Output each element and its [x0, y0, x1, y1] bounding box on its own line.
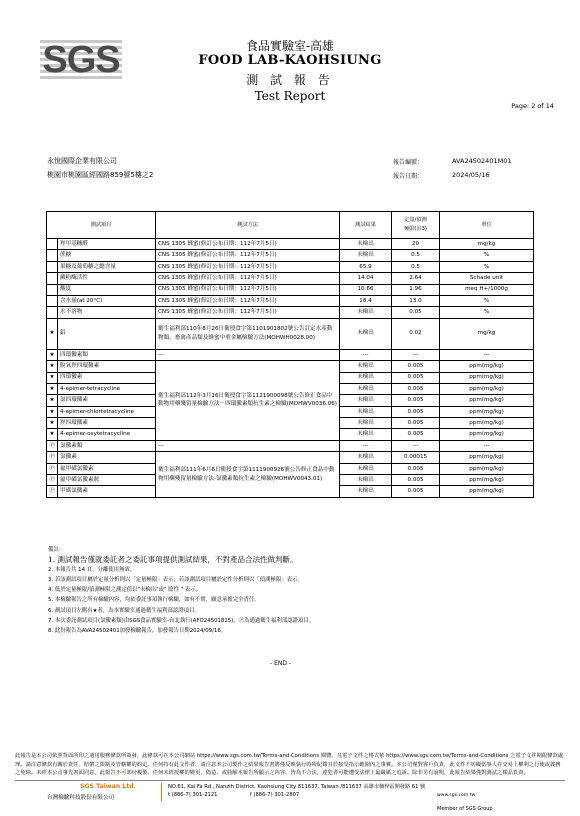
table-row	[47, 361, 534, 372]
row-result: 65.9	[340, 261, 392, 272]
report-title-cn: 測 試 報 告	[246, 73, 334, 87]
row-unit: %	[440, 307, 534, 318]
row-item: 四環黴素類	[58, 349, 156, 360]
footer-divider	[15, 780, 565, 781]
report-date-label: 報告日期：	[393, 173, 424, 180]
table-row	[47, 250, 534, 261]
notes-section	[48, 545, 548, 636]
row-limit: 0.005	[392, 395, 440, 406]
row-unit: ppm(mg/kg)	[440, 463, 534, 474]
row-unit: ppm(mg/kg)	[440, 361, 534, 372]
row-limit: 0.005	[392, 383, 440, 394]
note-item: 2. 本報告共 14 頁，分離使用無效。	[48, 567, 136, 574]
footer-separator	[161, 783, 162, 801]
row-unit: meq H+/1000g	[440, 284, 534, 295]
report-no-value: AVA24502401M01	[452, 157, 512, 165]
row-method: ---	[156, 349, 340, 360]
header-limit: 定量/偵測 極限(註3)	[392, 212, 440, 239]
row-mark	[47, 273, 58, 284]
row-method: 衛生福利部111年6月6日衛授食字第1111900926號公告修正食品中動物用藥殘留量檢驗方法-氯黴素類抗生素之檢驗(MOHWV0043.01)	[156, 452, 340, 498]
row-item: 脫氧羥四環黴素	[58, 361, 156, 372]
row-method: CNS 1305 蜂蜜(修訂公布日期：112年7月5日)	[156, 295, 340, 306]
company-address: NO.61, Kai Fa Rd., Nanzih District, Kaohsiung City 811637, Taiwan /811637 高雄市楠梓區開發路 61 號	[168, 784, 426, 790]
row-result: 未檢出	[340, 475, 392, 486]
row-mark: Ⓟ	[47, 440, 58, 451]
row-unit: mg/kg	[440, 239, 534, 250]
row-item: 羥甲基糠醛	[58, 239, 156, 250]
header-result: 測試結果	[340, 212, 392, 239]
lab-title-cn: 食品實驗室-高雄	[245, 39, 335, 53]
row-result: 未檢出	[340, 307, 392, 318]
row-mark: Ⓟ	[47, 463, 58, 474]
row-item: 氯黴素	[58, 452, 156, 463]
page-number: Page: 2 of 14	[511, 102, 554, 110]
table-header-row	[47, 212, 534, 239]
row-unit: Schade unit	[440, 273, 534, 284]
row-mark	[47, 261, 58, 272]
row-method: CNS 1305 蜂蜜(修訂公布日期：112年7月5日)	[156, 273, 340, 284]
client-name: 永悅國際企業有限公司	[47, 157, 117, 165]
disclaimer-text: 此報告是本公司依照背面所印之通用服務條款所簽發，此條款可在本公司網站 https://www.sgs.com.tw/Terms-and-Conditions 閱覽，凡電子文件之格式依 https://www.sgs.com.tw/Terms-and-Conditions 之電子文件期限條款處理。請注意條款有關於責任、賠償之限制及管轄權的約定。任何持有此文件者，請注意本公司製作之結果報告書將僅反映執行時所紀錄且於接受指示範圍內之事實。本公司僅對客戶負責，此文件不妨礙當事人在交易上權利之行使或義務之免除。未經本公司事先書面同意，此報告不可部份複製。任何未經授權的變更、偽造、或曲解本報告所顯示之內容，皆為不合法，違犯者可能遭受法律上最嚴厲之追訴。除非另有說明，此報告結果僅對測試之樣品負責。	[15, 753, 564, 777]
row-result: 未檢出	[340, 463, 392, 474]
row-method: 衛生福利部112年3月16日衛授食字第1121900098號公告修正食品中動物用藥殘留量檢驗方法－四環黴素類抗生素之檢驗(MOHWV0036.06)	[156, 361, 340, 441]
table-row	[47, 261, 534, 272]
note-item: 1. 測試報告僅就委託者之委託事項提供測試結果，不對產品合法性做判斷。	[48, 555, 298, 565]
table-row	[47, 239, 534, 250]
row-limit: 0.02	[392, 318, 440, 349]
row-item: 澱粉酶活性	[58, 273, 156, 284]
row-item: 4-epimer-tetracycline	[58, 383, 156, 394]
row-mark: ★	[47, 361, 58, 372]
row-result: 未檢出	[340, 418, 392, 429]
row-unit: ppm(mg/kg)	[440, 452, 534, 463]
row-unit: ppm(mg/kg)	[440, 429, 534, 440]
results-table	[46, 211, 534, 498]
company-name-en: SGS Taiwan Ltd.	[80, 783, 136, 790]
note-item: 5. 本檢驗報告之所有檢驗內容，均依委託事項執行檢驗，如有不實，願意承擔完全責任。	[48, 597, 260, 604]
row-item: 果糖及葡萄糖之總含量	[58, 261, 156, 272]
row-result: 未檢出	[340, 361, 392, 372]
row-mark	[47, 250, 58, 261]
row-result: 未檢出	[340, 372, 392, 383]
row-unit: ---	[440, 440, 534, 451]
row-mark: ★	[47, 406, 58, 417]
row-item: 酸度	[58, 284, 156, 295]
row-limit: 0.005	[392, 418, 440, 429]
row-result: 未檢出	[340, 429, 392, 440]
row-result: 未檢出	[340, 250, 392, 261]
row-result: 未檢出	[340, 239, 392, 250]
row-mark	[47, 295, 58, 306]
table-row	[47, 440, 534, 451]
row-result: 未檢出	[340, 406, 392, 417]
row-unit: ppm(mg/kg)	[440, 372, 534, 383]
header-item: 測試項目	[47, 212, 156, 239]
row-limit: 0.5	[392, 250, 440, 261]
note-item: 7. 本次委託測試項目(氯黴素類)由SGS食品實驗室-台北執行(AFO24501825)，Ⓟ為通過衛生福利部認證項目。	[48, 617, 315, 624]
row-unit: ppm(mg/kg)	[440, 383, 534, 394]
row-mark: ★	[47, 372, 58, 383]
note-item: 4. 低於定量極限/偵測極限之測定值以"未檢出"或" 陰性 " 表示。	[48, 587, 202, 594]
header-method: 測試方法	[156, 212, 340, 239]
row-unit: %	[440, 250, 534, 261]
row-item: 羥四環黴素	[58, 418, 156, 429]
row-limit: 0.05	[392, 307, 440, 318]
row-result: 未檢出	[340, 383, 392, 394]
row-limit: 0.00015	[392, 452, 440, 463]
row-limit: 0.5	[392, 261, 440, 272]
row-method: CNS 1305 蜂蜜(修訂公布日期：112年7月5日)	[156, 250, 340, 261]
row-result: 未檢出	[340, 486, 392, 497]
table-row	[47, 349, 534, 360]
row-item: 四環黴素	[58, 372, 156, 383]
notes-title: 備註：	[48, 547, 65, 553]
note-item: 6. 測試項目左側有★者，為本實驗室通過衛生福利部認證項目。	[48, 607, 200, 614]
logo-text: SGS	[42, 39, 120, 81]
row-item: 氯黴素類	[58, 440, 156, 451]
row-limit: 2.64	[392, 273, 440, 284]
note-item: 3. 若該測試項目屬於定量分析則以「定量極限」表示；若該測試項目屬於定性分析則以「偵測極限」表示。	[48, 577, 303, 584]
row-mark: Ⓟ	[47, 452, 58, 463]
row-limit: 1.96	[392, 284, 440, 295]
company-website: www.sgs.com.tw	[437, 793, 476, 798]
row-mark: ★	[47, 429, 58, 440]
row-method: CNS 1305 蜂蜜(修訂公布日期：112年7月5日)	[156, 307, 340, 318]
row-mark: ★	[47, 418, 58, 429]
row-unit: %	[440, 295, 534, 306]
row-item: 4-epimer-chlortetracycline	[58, 406, 156, 417]
row-mark: Ⓟ	[47, 486, 58, 497]
row-result: ---	[340, 349, 392, 360]
note-item: 8. 此份報告為AVA24502401加發檢驗報告，加發報告日期2024/09/16。	[48, 627, 227, 634]
end-marker: - END -	[270, 660, 292, 667]
row-unit: %	[440, 261, 534, 272]
row-item: 蔗糖	[58, 250, 156, 261]
row-item: 鉛	[58, 318, 156, 349]
row-mark	[47, 307, 58, 318]
row-unit: ppm(mg/kg)	[440, 418, 534, 429]
row-method: CNS 1305 蜂蜜(修訂公布日期：112年7月5日)	[156, 284, 340, 295]
company-fax: f (886-7) 301-2807	[250, 792, 300, 798]
row-unit: mg/kg	[440, 318, 534, 349]
row-limit: 0.005	[392, 486, 440, 497]
row-mark	[47, 239, 58, 250]
member-of-sgs: Member of SGS Group	[437, 806, 493, 812]
row-item: 4-epimer-oxytetracycline	[58, 429, 156, 440]
table-row	[47, 273, 534, 284]
row-limit: ---	[392, 349, 440, 360]
row-limit: ---	[392, 440, 440, 451]
row-method: CNS 1305 蜂蜜(修訂公布日期：112年7月5日)	[156, 239, 340, 250]
row-item: 甲磺氯黴素	[58, 486, 156, 497]
row-result: 未檢出	[340, 395, 392, 406]
table-row	[47, 452, 534, 463]
header-unit: 單位	[440, 212, 534, 239]
row-item: 水不溶物	[58, 307, 156, 318]
row-mark	[47, 284, 58, 295]
row-mark: ★	[47, 318, 58, 349]
report-date-value: 2024/05/16	[452, 171, 490, 179]
row-result: 18.4	[340, 295, 392, 306]
row-unit: ---	[440, 349, 534, 360]
row-limit: 0.005	[392, 463, 440, 474]
row-limit: 0.005	[392, 429, 440, 440]
row-result: 未檢出	[340, 452, 392, 463]
row-method: ---	[156, 440, 340, 451]
row-method: CNS 1305 蜂蜜(修訂公布日期：112年7月5日)	[156, 261, 340, 272]
row-method: 衛生福利部110年8月26日衛授食字第1101901802號公告訂定水產動物類、畜禽產品類及蜂蜜中重金屬檢驗方法(MOHWH0028.00)	[156, 318, 340, 349]
row-unit: ppm(mg/kg)	[440, 475, 534, 486]
report-title-en: Test Report	[254, 89, 326, 103]
row-limit: 0.005	[392, 361, 440, 372]
row-limit: 0.005	[392, 475, 440, 486]
row-limit: 0.005	[392, 406, 440, 417]
row-item: 氟甲磺氯黴素	[58, 463, 156, 474]
lab-title-en: FOOD LAB-KAOHSIUNG	[198, 53, 382, 68]
report-no-label: 報告編號：	[393, 159, 424, 166]
row-mark: ★	[47, 349, 58, 360]
row-result: 10.66	[340, 284, 392, 295]
row-unit: ppm(mg/kg)	[440, 486, 534, 497]
sgs-logo	[40, 38, 122, 82]
table-row	[47, 284, 534, 295]
row-result: 14.04	[340, 273, 392, 284]
table-row	[47, 318, 534, 349]
row-item: 氟甲磺氯黴素胺	[58, 475, 156, 486]
row-limit: 20	[392, 239, 440, 250]
row-limit: 13.0	[392, 295, 440, 306]
company-tel: t (886-7) 301-2121	[168, 792, 218, 798]
row-item: 含水量(at 20°C)	[58, 295, 156, 306]
row-mark: Ⓟ	[47, 475, 58, 486]
row-mark: ★	[47, 383, 58, 394]
row-limit: 0.005	[392, 372, 440, 383]
row-unit: ppm(mg/kg)	[440, 395, 534, 406]
company-name-cn: 台灣檢驗科技股份有限公司	[47, 795, 115, 801]
row-result: 未檢出	[340, 318, 392, 349]
table-row	[47, 307, 534, 318]
row-mark: ★	[47, 395, 58, 406]
row-unit: ppm(mg/kg)	[440, 406, 534, 417]
client-address: 桃園市桃園區經國路859號5樓之2	[47, 171, 154, 179]
row-result: ---	[340, 440, 392, 451]
table-row	[47, 295, 534, 306]
row-item: 氯四環黴素	[58, 395, 156, 406]
